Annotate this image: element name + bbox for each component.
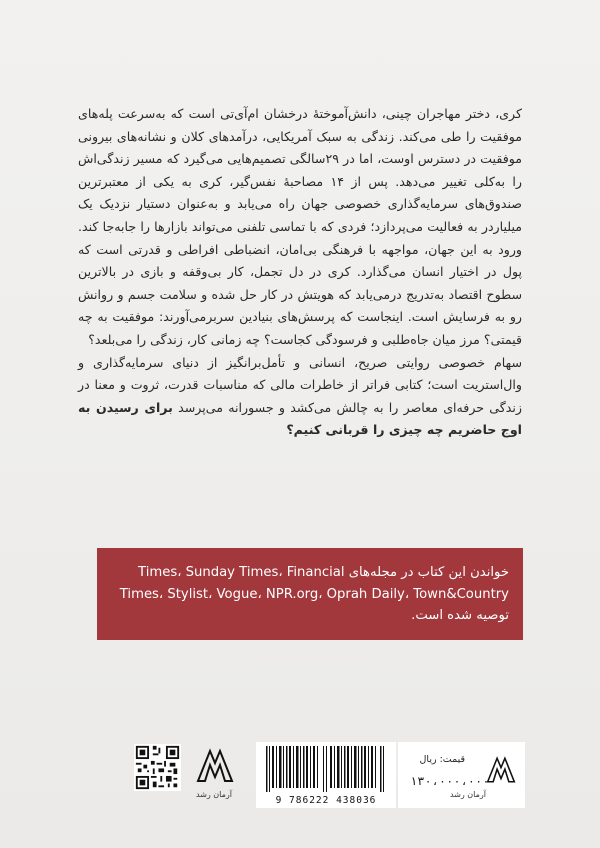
recommendation-line-1: خواندن این کتاب در مجله‌های Times، Sunday Times، Financial xyxy=(138,565,509,580)
recommendation-box xyxy=(97,548,523,640)
publisher-logo-icon xyxy=(192,743,238,789)
price-value: ۱۳۰،۰۰۰،۰۰۰ xyxy=(410,774,490,788)
publisher-name-right: آرمان رشد xyxy=(450,790,486,799)
publisher-name-left: آرمان رشد xyxy=(196,790,232,799)
blurb-paragraph-1: کری، دختر مهاجران چینی، دانش‌آموختهٔ درخشان ام‌آی‌تی است که به‌سرعت پله‌های موفقیت را طی می‌کند. زندگی به سبک آمریکایی، درآمدهای کلان و نشانه‌های بیرونی موفقیت در دسترس اوست، اما در ۲۹سالگی تصمیم‌هایی می‌گیرد که مسیر زندگی‌اش را به‌کلی تغییر می‌دهد. پس از ۱۴ مصاحبهٔ نفس‌گیر، کری به یکی از معتبرترین صندوق‌های سرمایه‌گذاری خصوصی جهان راه می‌یابد و به‌عنوان دستیار نزدیک یک میلیاردر به فعالیت می‌پردازد؛ فردی که با تماسی تلفنی می‌تواند بازارها را جابه‌جا کند. ورود به این جهان، مواجهه با فرهنگی بی‌امان، انضباطی افراطی و قدرتی است که پول در اختیار انسان می‌گذارد. کری در دل تجمل، کار بی‌وقفه و بازی در بالاترین سطوح اقتصاد به‌تدریج درمی‌یابد که هویتش در کار حل شده و سلامت جسم و روانش رو به فرسایش است. اینجاست که پرسش‌های بنیادین سربرمی‌آورند: موفقیت به چه قیمتی؟ مرز میان جاه‌طلبی و فرسودگی کجاست؟ چه زمانی کار، زندگی را می‌بلعد؟ xyxy=(78,106,522,347)
blurb-paragraph-2-regular: سهام خصوصی روایتی صریح، انسانی و تأمل‌برانگیز از دنیای سرمایه‌گذاری و وال‌استریت است؛ کتابی فراتر از خاطرات مالی که مناسبات قدرت، ثروت و معنا در زندگی حرفه‌ای معاصر را به چالش می‌کشد و جسورانه می‌پرسد xyxy=(78,354,522,415)
barcode-digits: 9 786222 438036 xyxy=(275,795,377,806)
blurb-text xyxy=(78,103,522,442)
recommendation-line-3: توصیه شده است. xyxy=(411,608,509,623)
price-box xyxy=(398,742,525,808)
qr-code-icon xyxy=(134,744,181,791)
price-label: قیمت: ریال xyxy=(419,754,465,765)
blurb-paragraph-2-bold: برای رسیدن به اوج حاضریم چه چیزی را قربانی کنیم؟ xyxy=(78,399,522,438)
recommendation-line-2: Times، Stylist، Vogue، NPR.org، Oprah Daily، Town&Country xyxy=(119,586,509,602)
isbn-barcode xyxy=(256,742,396,808)
blurb-paragraph-2 xyxy=(78,352,522,442)
barcode-bars xyxy=(256,742,396,794)
